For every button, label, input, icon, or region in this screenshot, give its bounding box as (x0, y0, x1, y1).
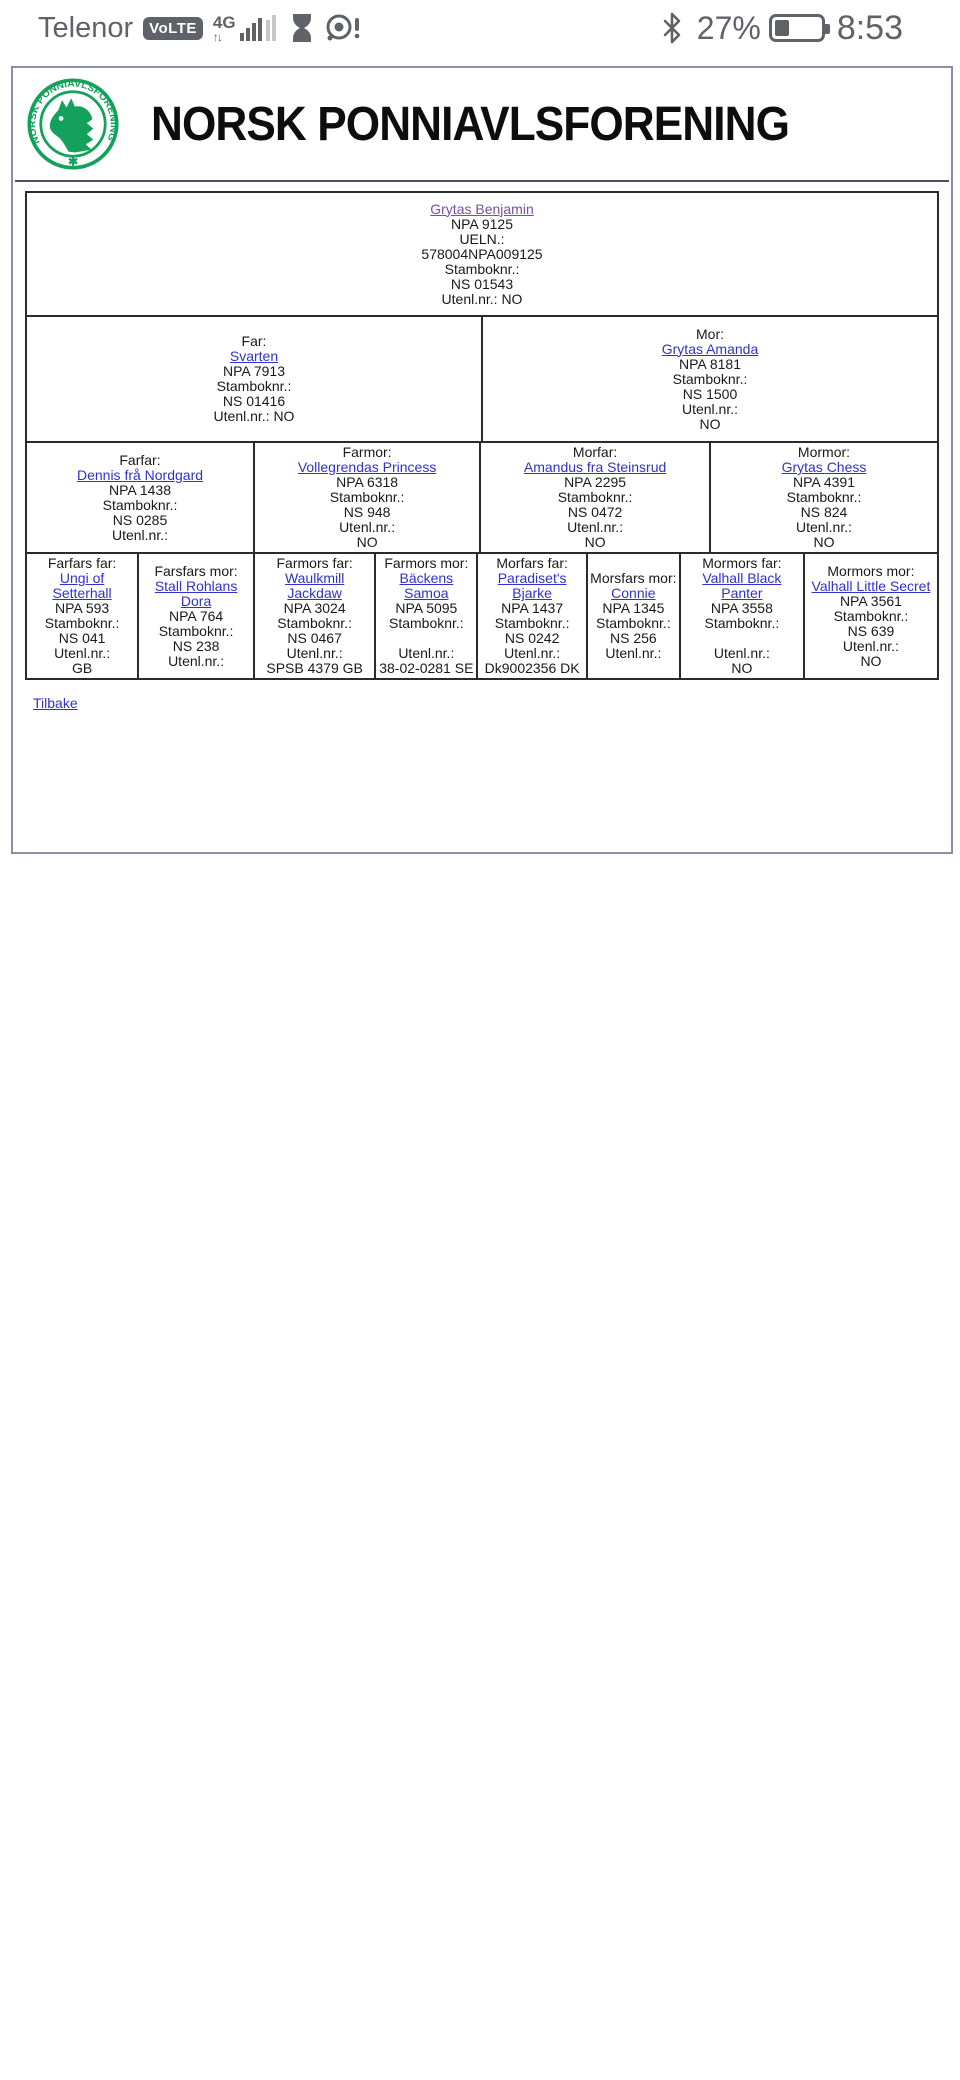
relation-label: Farfar: (119, 451, 161, 468)
cell-mormors-far (680, 553, 804, 679)
pony-detail-line: Stamboknr.: (277, 615, 352, 631)
pony-detail-line: NS 0242 (504, 630, 560, 646)
network-type-label: 4G (212, 12, 236, 32)
network-arrows-icon: ↑↓ (212, 29, 221, 44)
pony-detail-line: Stamboknr.: (44, 615, 120, 631)
pony-link-farmors-far[interactable]: Waulkmill Jackdaw (284, 570, 345, 601)
pony-link-farmors-mor[interactable]: Bäckens Samoa (399, 570, 454, 601)
svg-text:✱: ✱ (67, 154, 79, 169)
pony-detail-line: NS 639 (847, 622, 895, 639)
pony-detail-line: Utenl.nr.: (681, 400, 739, 417)
pony-detail-line: NS 041 (58, 630, 106, 646)
pony-detail-line: NPA 5095 (395, 600, 458, 616)
pony-detail-line: 38-02-0281 SE (379, 660, 474, 676)
relation-label: Mormor: (797, 444, 851, 460)
relation-label: Farmors far: (276, 555, 353, 571)
pony-detail-line: NPA 4391 (792, 474, 855, 490)
pony-link-far[interactable]: Svarten (229, 348, 279, 364)
pony-detail-line: Stamboknr.: (444, 260, 520, 277)
pony-detail-line: Stamboknr.: (216, 378, 292, 394)
pony-detail-line: NPA 8181 (678, 355, 741, 372)
pony-link-farfars-far[interactable]: Ungi of Setterhall (52, 570, 112, 601)
pony-detail-line: NS 238 (172, 637, 220, 654)
pony-detail-line: Utenl.nr.: (605, 645, 662, 661)
pony-link-farsfars-mor[interactable]: Stall Rohlans Dora (154, 577, 238, 609)
battery-percent-label: 27% (696, 9, 761, 46)
pony-link-farmor[interactable]: Vollegrendas Princess (297, 459, 437, 475)
pony-detail-line: Utenl.nr.: (398, 645, 455, 661)
cell-morsfars-mor (587, 553, 680, 679)
pedigree-row-grandparents (25, 441, 939, 554)
pony-detail-line: Utenl.nr.: NO (441, 290, 523, 307)
pony-detail-line: Stamboknr.: (557, 489, 633, 505)
pony-detail-line: NPA 764 (168, 607, 224, 624)
pony-detail-line: NO (356, 534, 378, 550)
cell-farmors-mor (375, 553, 477, 679)
cell-mor (482, 316, 938, 442)
pedigree-row-parents (25, 315, 939, 443)
pony-detail-line: NPA 1438 (108, 481, 171, 498)
pony-detail-line: NO (860, 652, 882, 669)
pony-link-mor[interactable]: Grytas Amanda (661, 340, 759, 357)
pony-detail-line: NPA 3024 (283, 600, 346, 616)
hourglass-icon (290, 13, 314, 43)
pony-detail-line: 578004NPA009125 (421, 245, 543, 262)
pony-detail-line: Stamboknr.: (704, 615, 780, 631)
page-container (11, 66, 953, 854)
pony-detail-line: NS 01416 (222, 393, 286, 409)
pony-detail-line: NS 1500 (682, 385, 738, 402)
svg-text:NORSK PONNIAVLSFORENING: NORSK PONNIAVLSFORENING (27, 78, 119, 146)
pony-detail-line: NO (813, 534, 835, 550)
back-link[interactable]: Tilbake (33, 695, 78, 711)
pony-detail-line: NS 256 (610, 630, 657, 646)
pony-detail-line: NPA 1437 (501, 600, 564, 616)
pony-link-mormor[interactable]: Grytas Chess (781, 459, 867, 475)
cell-farsfars-mor (138, 553, 254, 679)
pony-detail-line: NPA 3561 (839, 592, 902, 609)
pony-link-subject[interactable]: Grytas Benjamin (430, 200, 534, 217)
pony-detail-line: NPA 1345 (602, 600, 665, 616)
pony-detail-line: NPA 593 (54, 600, 110, 616)
pony-detail-line: Utenl.nr.: (713, 645, 770, 661)
pony-detail-line: NO (699, 415, 721, 432)
pony-detail-line: NO (584, 534, 606, 550)
relation-label: Mor: (696, 325, 724, 342)
signal-bars-icon (240, 13, 280, 43)
pony-detail-line: Utenl.nr.: (339, 519, 396, 535)
pony-detail-line: Utenl.nr.: (795, 519, 852, 535)
clock-label: 8:53 (836, 8, 903, 47)
cell-far (26, 316, 482, 442)
pony-detail-line: Utenl.nr.: (567, 519, 624, 535)
pony-detail-line: Stamboknr.: (786, 489, 862, 505)
relation-label: Mormors mor: (827, 562, 915, 579)
pony-link-mormors-mor[interactable]: Valhall Little Secret (811, 577, 931, 594)
pony-detail-line: Utenl.nr.: (504, 645, 561, 661)
pony-detail-line: Stamboknr.: (388, 615, 464, 631)
pony-detail-line: Dk9002356 DK (484, 660, 580, 676)
cell-morfars-far (477, 553, 586, 679)
pony-detail-line: Utenl.nr.: (54, 645, 111, 661)
pedigree-tables (25, 191, 939, 680)
cell-subject (26, 192, 938, 316)
relation-label: Farsfars mor: (154, 562, 238, 579)
pony-detail-line: NS 0467 (287, 630, 342, 646)
pony-detail-line: NPA 2295 (564, 474, 627, 490)
cell-mormor (710, 442, 938, 553)
pony-detail-line: Stamboknr.: (102, 496, 178, 513)
npa-logo-icon (27, 78, 119, 170)
pony-detail-line: NS 01543 (450, 275, 514, 292)
status-bar (0, 0, 960, 56)
pony-detail-line: NS 0472 (567, 504, 623, 520)
cell-morfar (480, 442, 710, 553)
cell-mormors-mor (804, 553, 938, 679)
pony-detail-line: NPA 7913 (222, 363, 285, 379)
pony-link-mormors-far[interactable]: Valhall Black Panter (702, 570, 782, 601)
cell-farmors-far (254, 553, 375, 679)
header-divider (15, 180, 949, 182)
pony-link-morfar[interactable]: Amandus fra Steinsrud (523, 459, 667, 475)
relation-label: Far: (241, 333, 267, 349)
pony-detail-line: NPA 3558 (710, 600, 773, 616)
pony-detail-line: Stamboknr.: (596, 615, 671, 631)
cell-farmor (254, 442, 480, 553)
relation-label: Farmor: (342, 444, 392, 460)
pony-detail-line: Utenl.nr.: NO (213, 408, 295, 424)
pony-detail-line: Utenl.nr.: (842, 637, 899, 654)
battery-icon (769, 14, 825, 42)
cell-farfar (26, 442, 254, 553)
pony-detail-line: NO (731, 660, 753, 676)
relation-label: Morfars far: (496, 555, 568, 571)
pony-detail-line: SPSB 4379 GB (266, 660, 363, 676)
relation-label: Farmors mor: (384, 555, 469, 571)
pony-link-morfars-far[interactable]: Paradiset's Bjarke (497, 570, 567, 601)
pony-detail-line: Stamboknr.: (329, 489, 405, 505)
masthead (13, 68, 951, 176)
horse-head-silhouette (50, 98, 93, 152)
carrier-label: Telenor (38, 11, 134, 44)
pony-detail-line: NPA 6318 (336, 474, 399, 490)
pony-detail-line: Stamboknr.: (494, 615, 570, 631)
pony-detail-line (378, 631, 474, 646)
pony-detail-line: Utenl.nr.: (168, 652, 225, 669)
pedigree-row-subject (25, 191, 939, 317)
pony-detail-line: NS 948 (343, 504, 391, 520)
bluetooth-icon (661, 12, 683, 44)
pony-detail-line: Stamboknr.: (158, 622, 234, 639)
screen-record-icon (324, 12, 362, 44)
relation-label: Farfars far: (47, 555, 117, 571)
pony-detail-line: UELN.: (459, 230, 505, 247)
pony-link-morsfars-mor[interactable]: Connie (611, 585, 656, 601)
pony-detail-line: GB (71, 660, 93, 676)
pony-detail-line: NS 824 (800, 504, 848, 520)
pony-detail-line (683, 631, 801, 646)
pony-detail-line: Utenl.nr.: (111, 526, 169, 543)
pony-detail-line: Stamboknr.: (833, 607, 909, 624)
pony-detail-line: Stamboknr.: (672, 370, 748, 387)
volte-badge: VoLTE (143, 17, 203, 40)
relation-label: Morfar: (572, 444, 618, 460)
subject-details (29, 217, 935, 307)
page-title: NORSK PONNIAVLSFORENING (151, 97, 790, 151)
cell-farfars-far (26, 553, 138, 679)
network-type-icon (213, 14, 236, 43)
pony-link-farfar[interactable]: Dennis frå Nordgard (76, 466, 204, 483)
pedigree-row-greatgrandparents (25, 552, 939, 680)
pony-detail-line: NPA 9125 (450, 215, 513, 232)
pony-detail-line: Utenl.nr.: (286, 645, 343, 661)
relation-label: Morsfars mor: (590, 570, 677, 586)
relation-label: Mormors far: (702, 555, 782, 571)
pony-detail-line: NS 0285 (112, 511, 168, 528)
